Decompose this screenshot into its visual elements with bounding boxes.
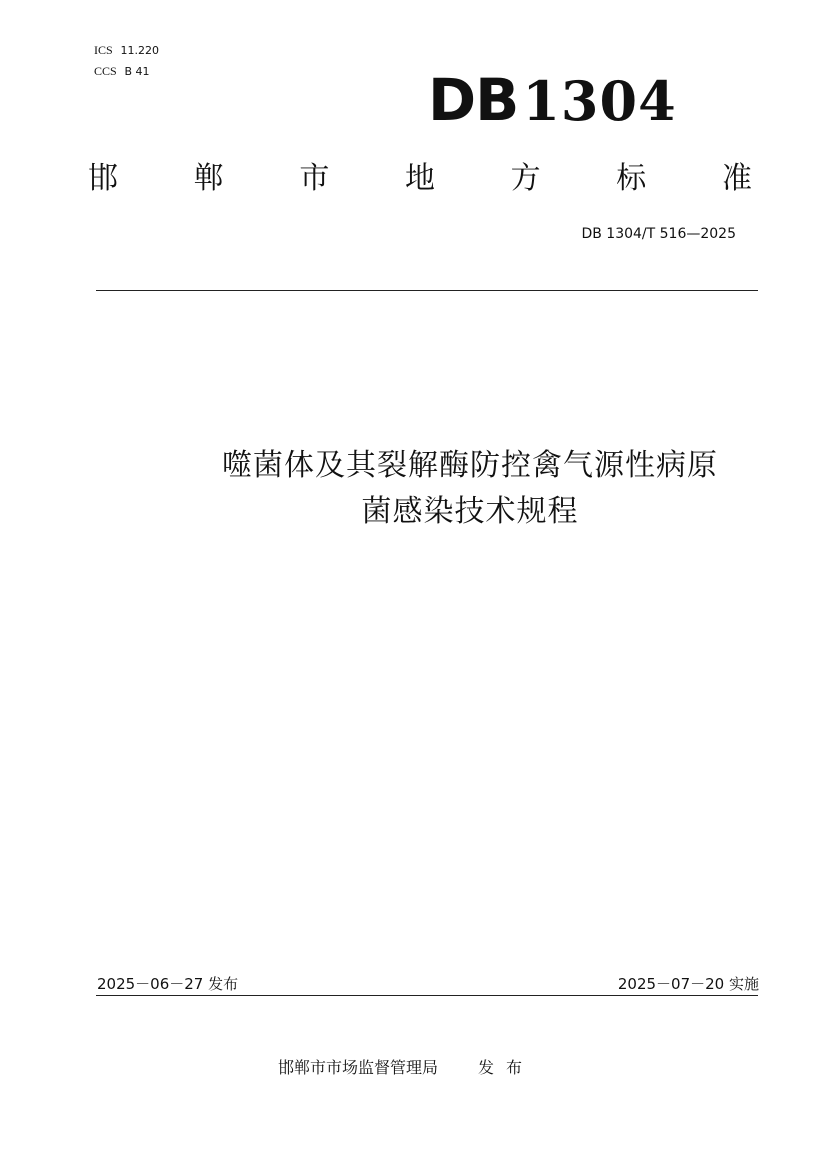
standard-mark-number: 1304 <box>522 69 677 133</box>
title-line-2: 菌感染技术规程 <box>361 494 579 529</box>
standard-type-heading <box>88 158 752 200</box>
standard-type-char: 郸 <box>193 161 224 196</box>
standard-type-char: 市 <box>299 161 330 196</box>
issuer-action: 发布 <box>478 1058 535 1077</box>
issuer-name: 邯郸市市场监督管理局 <box>278 1058 439 1077</box>
implement-date: 2025－07－20 实施 <box>617 975 759 993</box>
ics-code: 11.220 <box>120 44 160 57</box>
bottom-divider <box>96 995 758 996</box>
ccs-label: CCS <box>94 64 117 78</box>
top-divider <box>96 290 758 291</box>
standard-code: DB 1304/T 516—2025 <box>581 226 736 242</box>
standard-type-char: 地 <box>404 161 435 196</box>
standard-type-char: 准 <box>721 161 752 196</box>
publish-date: 2025－06－27 发布 <box>97 975 239 993</box>
classification-codes <box>94 40 159 82</box>
issuer-line <box>278 1055 534 1078</box>
standard-type-char: 标 <box>616 161 647 196</box>
ccs-row <box>94 61 159 82</box>
standard-type-char: 邯 <box>88 161 118 196</box>
standard-mark-letters: DB <box>428 66 519 134</box>
ics-row <box>94 40 159 61</box>
standard-type-char: 方 <box>510 161 541 196</box>
standard-mark <box>428 68 677 132</box>
document-title <box>120 443 815 535</box>
ics-label: ICS <box>94 43 113 57</box>
title-line-1: 噬菌体及其裂解酶防控禽气源性病原 <box>222 448 718 483</box>
ccs-code: B 41 <box>124 65 150 78</box>
